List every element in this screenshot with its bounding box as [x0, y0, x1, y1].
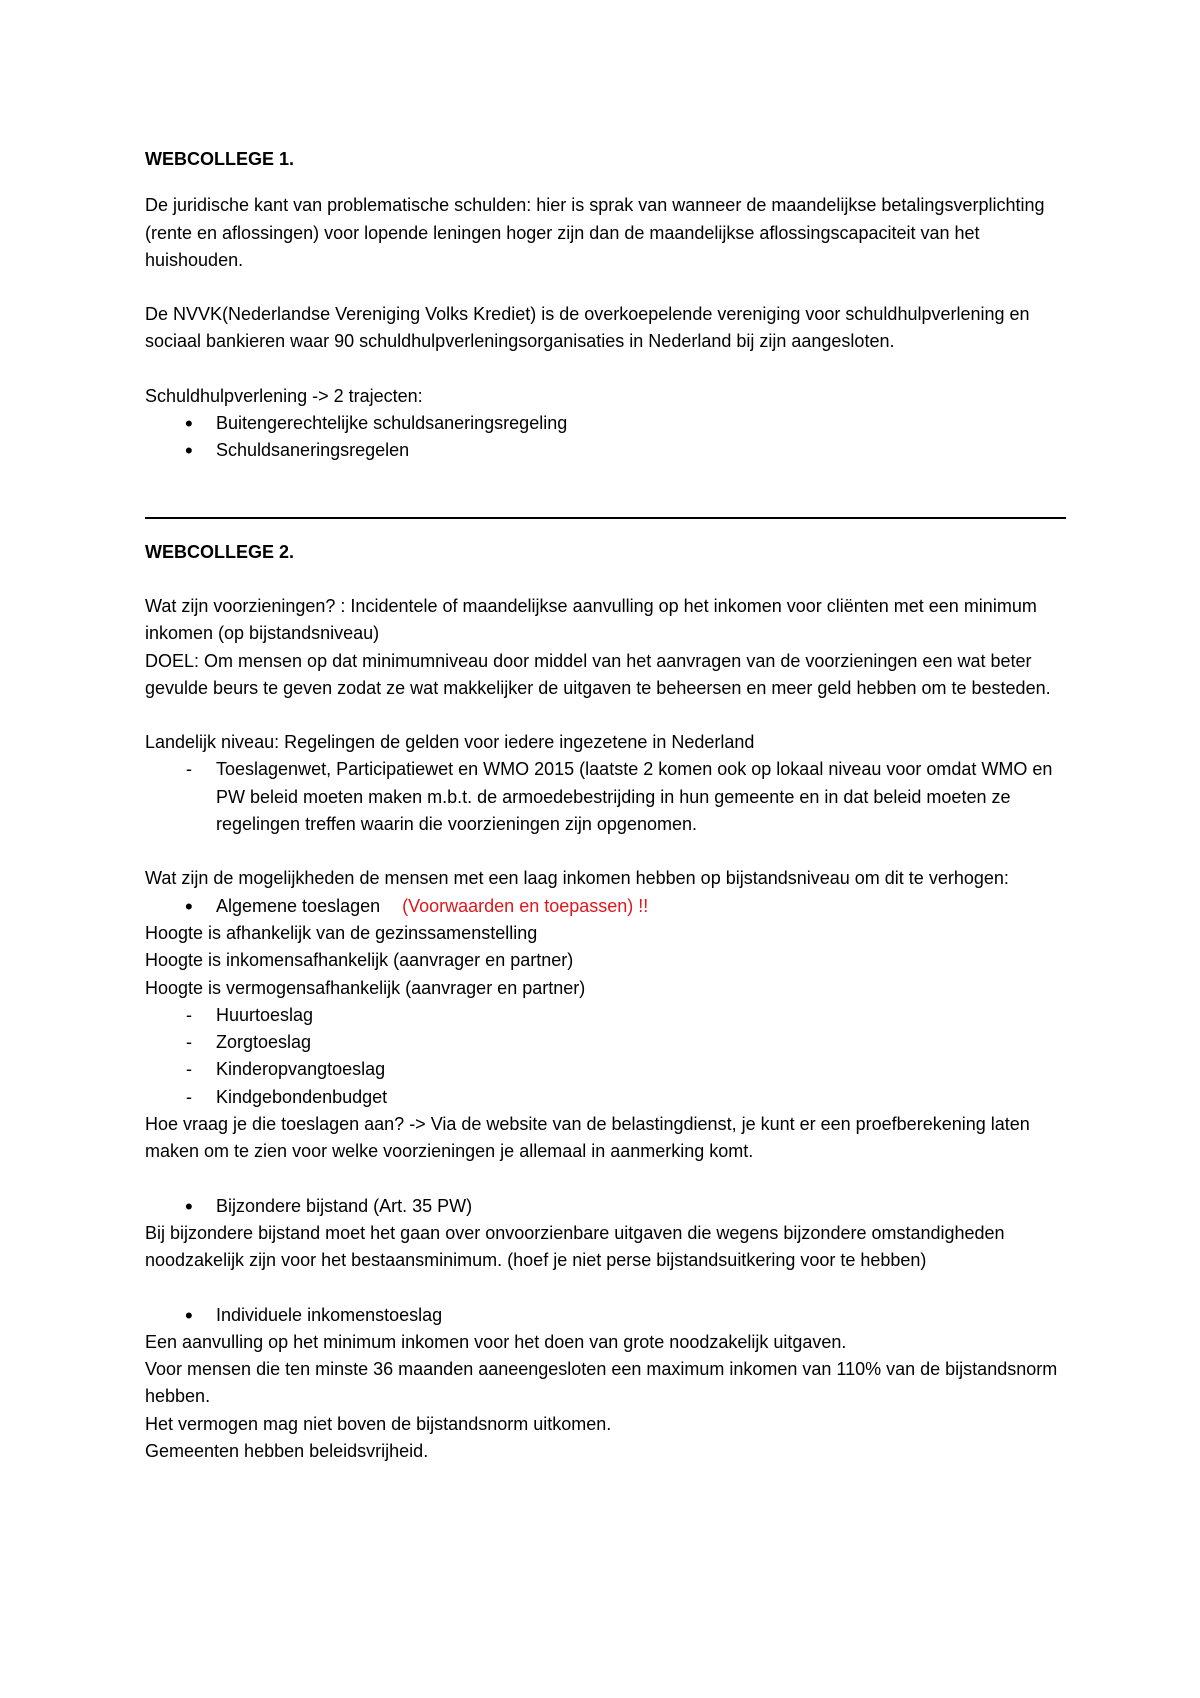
list-item: - Kindgebondenbudget	[145, 1084, 1065, 1111]
paragraph-mogelijkheden: Wat zijn de mogelijkheden de mensen met een laag inkomen hebben op bijstandsniveau om dit te verhogen:	[145, 868, 1009, 889]
paragraph-aanvragen: Hoe vraag je die toeslagen aan? -> Via de website van de belastingdienst, je kunt er een proefberekening laten maken om te zien voor welke voorzieningen je allemaal in aanmerking komt.	[145, 1114, 1030, 1162]
paragraph-voorwaarden-36: Voor mensen die ten minste 36 maanden aaneengesloten een maximum inkomen van 110% van de bijstandsnorm hebben.	[145, 1359, 1058, 1407]
paragraph-voorzieningen: Wat zijn voorzieningen? : Incidentele of maandelijkse aanvulling op het inkomen voor cliënten met een minimum inkomen (op bijstandsniveau)	[145, 595, 1037, 644]
paragraph-hoogte-2: Hoogte is inkomensafhankelijk (aanvrager en partner)	[145, 950, 574, 971]
document-page	[145, 146, 1065, 1465]
list-item: • Schuldsaneringsregelen	[145, 437, 1065, 464]
list-item: - Huurtoeslag	[145, 1002, 1065, 1029]
algemene-list	[145, 893, 1065, 920]
paragraph-bijzondere-bijstand: Bij bijzondere bijstand moet het gaan over onvoorzienbare uitgaven die wegens bijzondere omstandigheden noodzakelijk zijn voor het bestaansminimum. (hoef je niet perse bijstandsuitkering voor te hebben)	[145, 1222, 1005, 1271]
bijzondere-list	[145, 1193, 1065, 1220]
paragraph-problematische-schulden: De juridische kant van problematische schulden: hier is sprak van wanneer de maandelijkse betalingsverplichting (rente en aflossingen) voor lopende leningen hoger zijn dan de maandelijkse aflossingscapaciteit van het huishouden.	[145, 195, 1045, 270]
list-item: • Buitengerechtelijke schuldsaneringsregeling	[145, 410, 1065, 437]
paragraph-trajecten: Schuldhulpverlening -> 2 trajecten:	[145, 385, 423, 406]
voorwaarden-note: (Voorwaarden en toepassen) !!	[402, 895, 649, 916]
paragraph-vermogen: Het vermogen mag niet boven de bijstandsnorm uitkomen.	[145, 1413, 612, 1434]
list-item: • Individuele inkomenstoeslag	[145, 1302, 1065, 1329]
list-item: - Kinderopvangtoeslag	[145, 1056, 1065, 1083]
landelijk-list	[145, 756, 1065, 838]
paragraph-nvvk: De NVVK(Nederlandse Vereniging Volks Krediet) is de overkoepelende vereniging voor schuldhulpverlening en sociaal bankieren waar 90 schuldhulpverleningsorganisaties in Nederland bij zijn aangesloten.	[145, 304, 1030, 352]
algemene-toeslagen-label: Algemene toeslagen	[216, 895, 381, 916]
webcollege-1-title: WEBCOLLEGE 1.	[145, 149, 295, 169]
paragraph-hoogte-3: Hoogte is vermogensafhankelijk (aanvrager en partner)	[145, 977, 586, 998]
paragraph-beleidsvrijheid: Gemeenten hebben beleidsvrijheid.	[145, 1440, 429, 1461]
paragraph-aanvulling: Een aanvulling op het minimum inkomen voor het doen van grote noodzakelijk uitgaven.	[145, 1331, 847, 1352]
paragraph-hoogte-1: Hoogte is afhankelijk van de gezinssamenstelling	[145, 922, 538, 943]
list-item	[145, 893, 1065, 920]
individuele-list	[145, 1302, 1065, 1329]
list-item: - Toeslagenwet, Participatiewet en WMO 2015 (laatste 2 komen ook op lokaal niveau voor omdat WMO en PW beleid moeten maken m.b.t. de armoedebestrijding in hun gemeente en in dat beleid moeten ze regelingen treffen waarin die voorzieningen zijn opgenomen.	[145, 756, 1065, 838]
list-item: - Zorgtoeslag	[145, 1029, 1065, 1056]
paragraph-doel: DOEL: Om mensen op dat minimumniveau door middel van het aanvragen van de voorzieningen een wat beter gevulde beurs te geven zodat ze wat makkelijker de uitgaven te beheersen en meer geld hebben om te besteden.	[145, 650, 1051, 698]
webcollege-2-title: WEBCOLLEGE 2.	[145, 541, 295, 562]
paragraph-landelijk-niveau: Landelijk niveau: Regelingen de gelden voor iedere ingezetene in Nederland	[145, 732, 755, 753]
toeslagen-list	[145, 1002, 1065, 1111]
trajecten-list	[145, 410, 1065, 465]
list-item: • Bijzondere bijstand (Art. 35 PW)	[145, 1193, 1065, 1220]
